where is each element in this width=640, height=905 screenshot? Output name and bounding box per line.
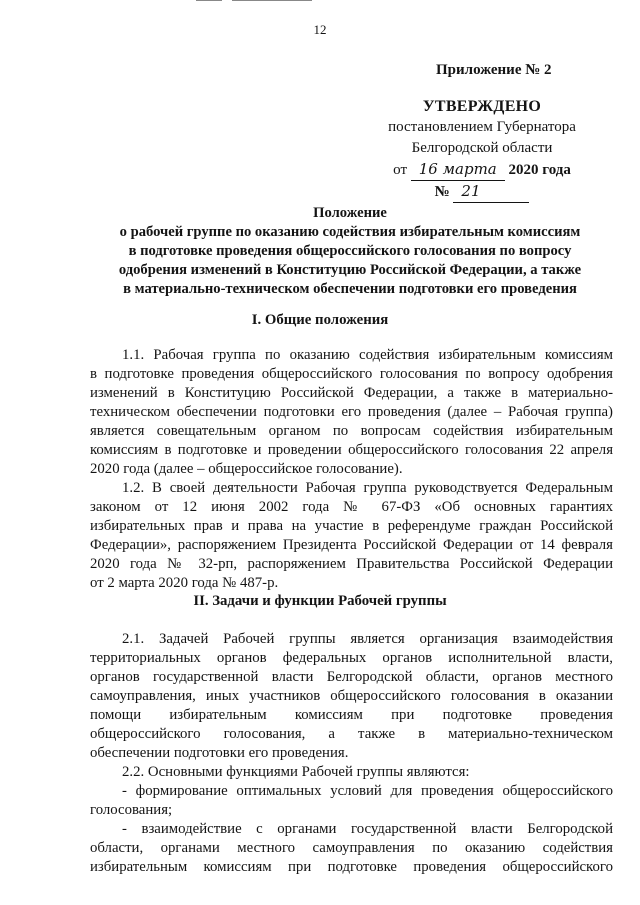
paragraph-2-2: 2.2. Основными функциями Рабочей группы являются: bbox=[122, 764, 470, 780]
scan-edge-mark bbox=[232, 0, 312, 1]
approved-stamp: УТВЕРЖДЕНО bbox=[422, 98, 542, 115]
function-item-1: - формирование оптимальных условий для проведения общероссийского голосования; bbox=[90, 783, 613, 818]
approved-by-line2: Белгородской области bbox=[411, 140, 553, 156]
approval-block bbox=[384, 96, 580, 203]
approval-number-handwritten: 21 bbox=[453, 181, 529, 203]
approval-date: от 16 марта 2020 года bbox=[384, 159, 580, 181]
function-item-2: - взаимодействие с органами государственной власти Белгородской области, органами местного самоуправления по оказанию содействия избирательным комиссиям при подготовке проведения общероссийского bbox=[90, 821, 613, 875]
paragraph-1-2: 1.2. В своей деятельности Рабочая группа руководствуется Федеральным законом от 12 июня 2002 года № 67-ФЗ «Об основных гарантиях избирательных прав и права на участие в референдуме граждан Российской Федерации», распоряжением Президента Российской Федерации от 14 февраля 2020 года № 32-рп, распоряжением Правительства Российской Федерации от 2 марта 2020 года № 487-р. bbox=[90, 480, 613, 591]
approved-by-line1: постановлением Губернатора bbox=[388, 119, 576, 135]
section-heading-general: I. Общие положения bbox=[251, 312, 389, 328]
appendix-label: Приложение № 2 bbox=[436, 62, 552, 78]
paragraph-1-1: 1.1. Рабочая группа по оказанию содействия избирательным комиссиям в подготовке проведения общероссийского голосования по вопросу одобрения изменений в Конституцию Российской Федерации, а также в материально- техническом обеспечении подготовки его проведения (далее – Рабочая группа) является совещательным органом по вопросам содействия избирательным комиссиям в подготовке и проведении общероссийского голосования 22 апреля 2020 года (далее – общероссийское голосование). bbox=[90, 347, 613, 477]
paragraph-2-1: 2.1. Задачей Рабочей группы является организация взаимодействия территориальных органов федеральных органов исполнительной власти, органов государственной власти Белгородской области, органов местного самоуправления, иных участников общероссийского голосования в оказании помощи избирательным комиссиям при подготовке проведения общероссийского голосования, а также в материально-техническом обеспечении подготовки его проведения. bbox=[90, 631, 613, 761]
section-heading-tasks: II. Задачи и функции Рабочей группы bbox=[193, 593, 447, 609]
scan-edge-mark bbox=[196, 0, 222, 1]
approval-date-handwritten: 16 марта bbox=[411, 159, 505, 181]
regulation-title: Положение о рабочей группе по оказанию содействия избирательным комиссиям в подготовке проведения общероссийского голосования по вопросу одобрения изменений в Конституцию Российской Федерации, а также в материально-техническом обеспечении подготовки его проведения bbox=[118, 205, 582, 297]
page-number: 12 bbox=[313, 22, 327, 37]
approval-number: № 21 bbox=[384, 181, 580, 203]
